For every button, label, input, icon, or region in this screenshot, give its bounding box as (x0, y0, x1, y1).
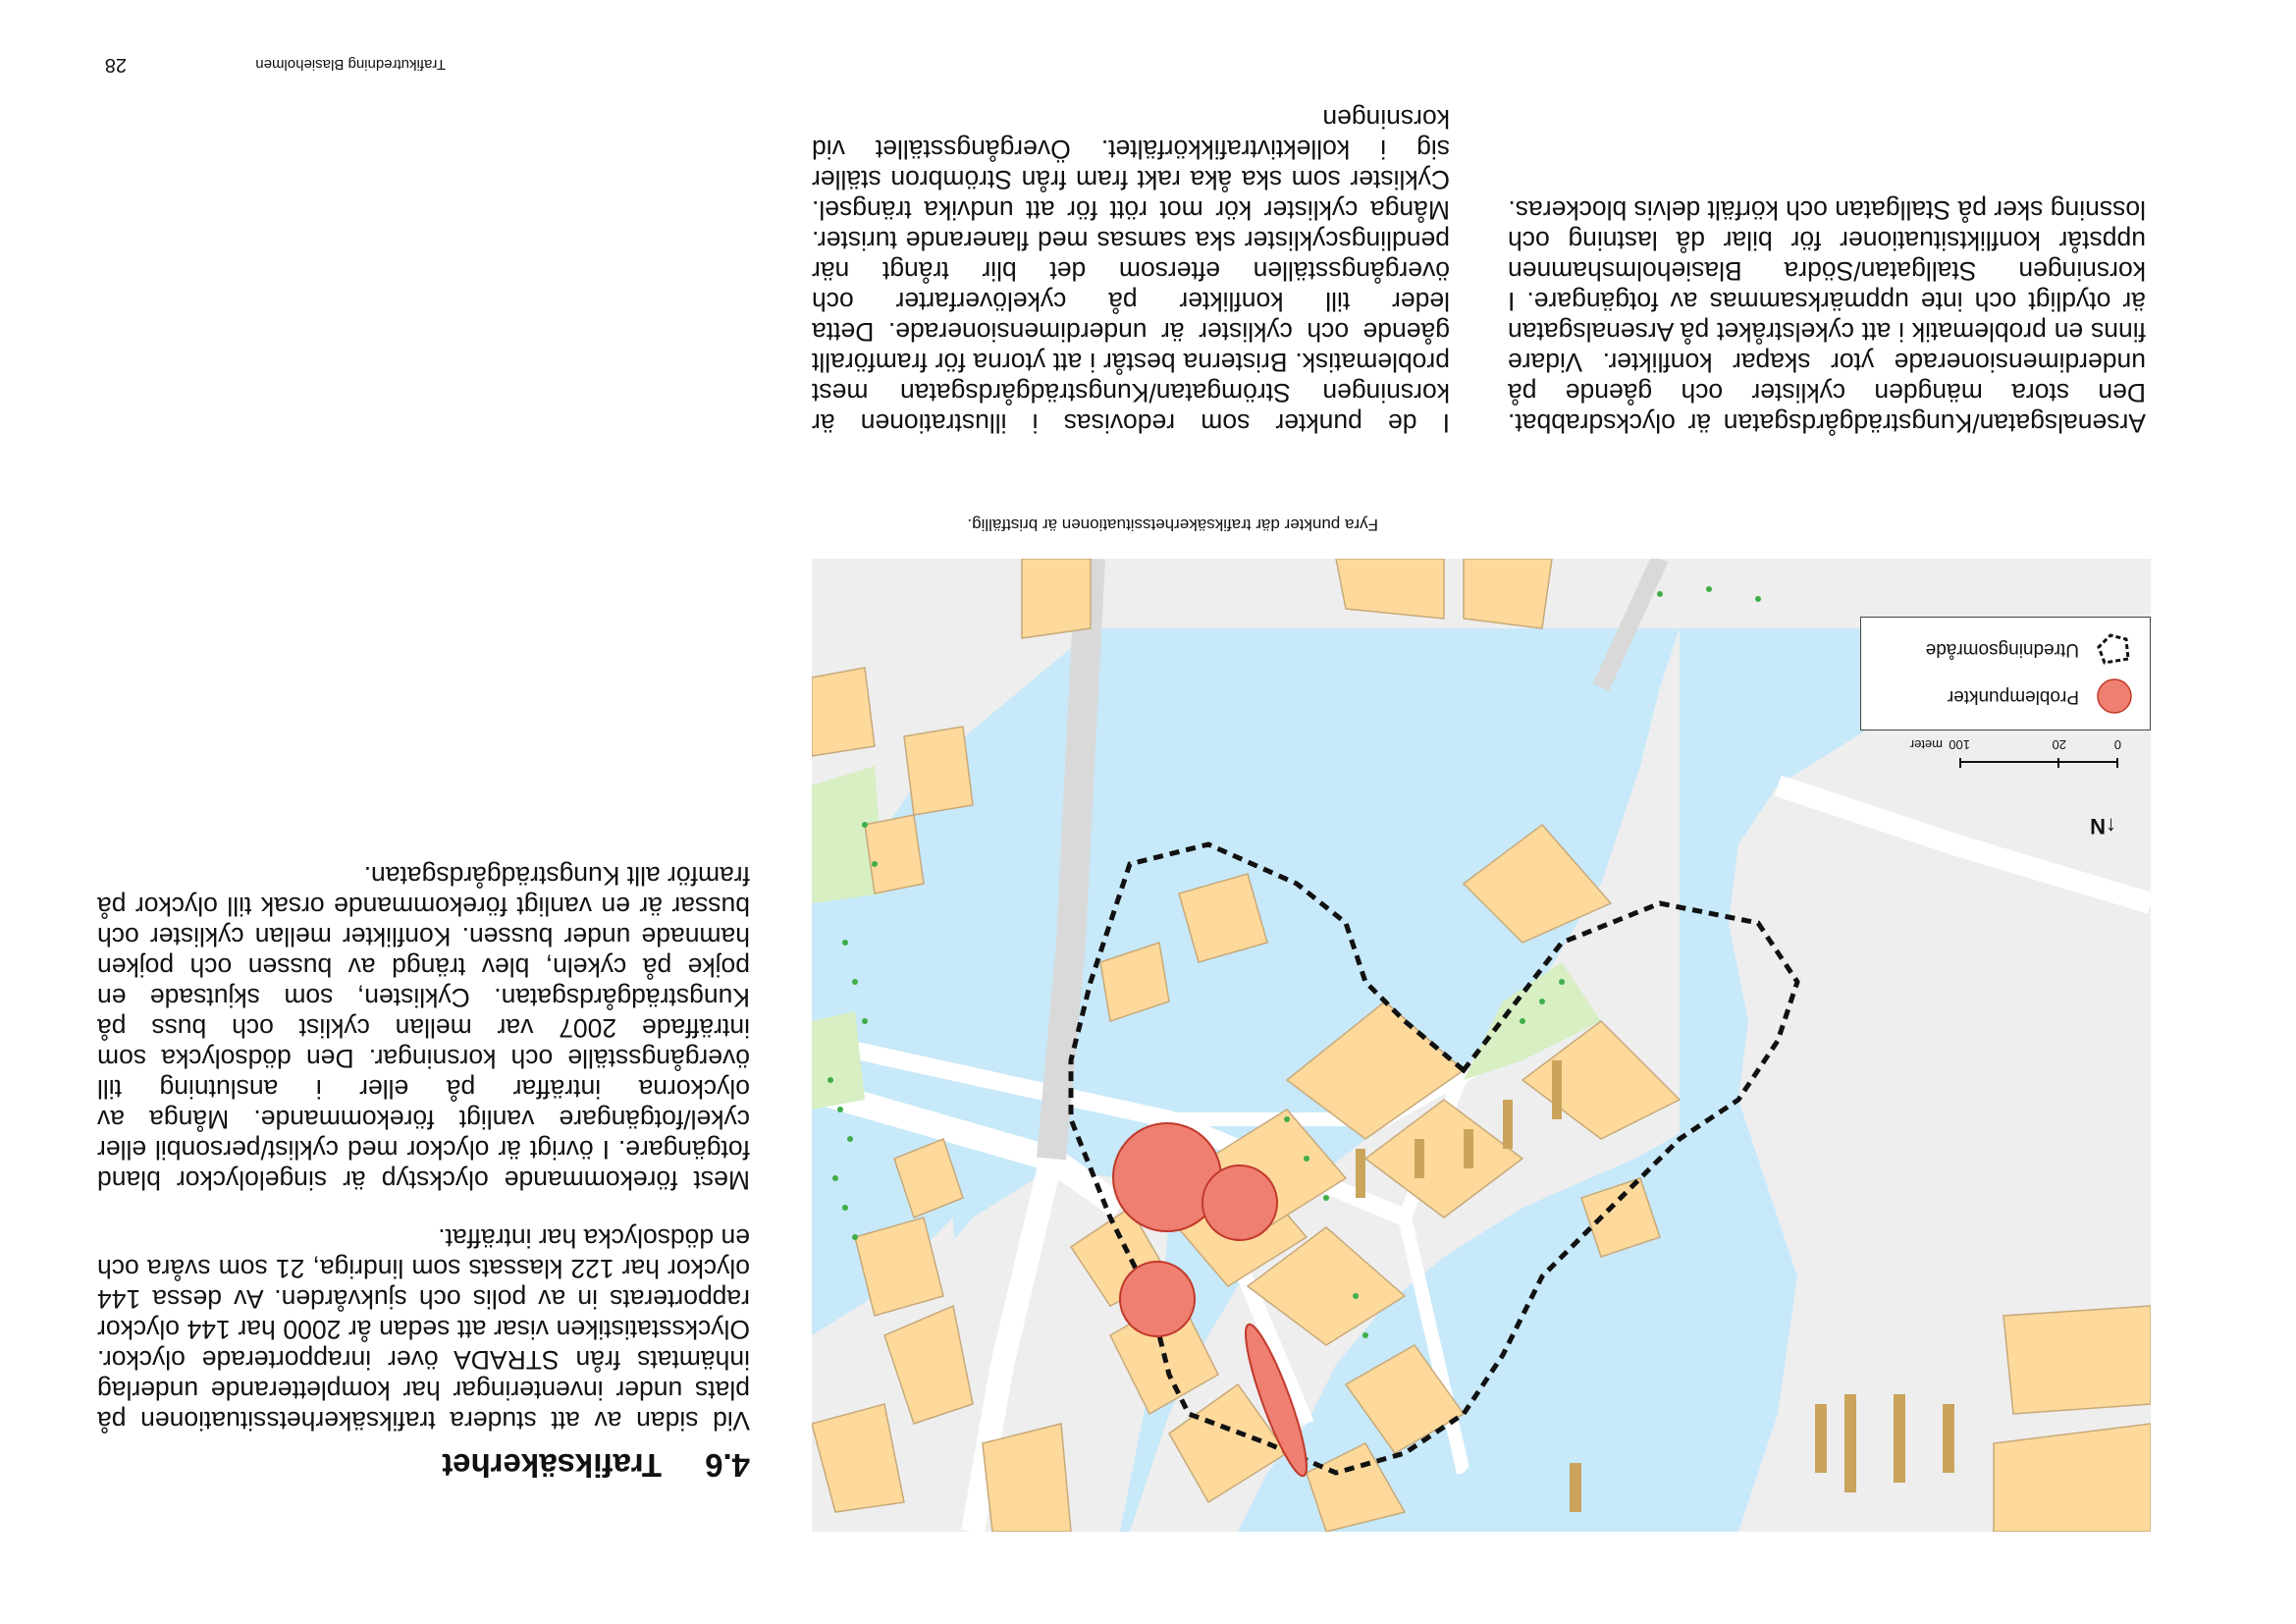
problem-point-symbol (2095, 677, 2134, 716)
problem-point-stromgatan-east (1202, 1165, 1277, 1240)
scale-tick-label: 0 (2113, 737, 2121, 752)
page-number: 28 (104, 54, 127, 76)
legend-item-problem (1948, 677, 2134, 716)
study-area-symbol (2095, 629, 2134, 669)
problem-point-arsenalsgatan (1120, 1262, 1195, 1336)
text-column-left (97, 833, 750, 1435)
running-header: Trafikutredning Blasieholmen (255, 56, 446, 73)
legend-label: Problempunkter (1947, 686, 2079, 707)
scale-unit-label: meter (1909, 737, 1943, 752)
paragraph: Arsenalsgatan/Kungsträdgårdsgatan är olycksdrabbat. Den stora mängden cyklister och gående på underdimensionerade ytor skapar konflikter. Vidare finns en problematik i att cykelstråket på Arsenalsgatan är otydligt och inte uppmärksammas av fotgängare. I korsningen Stallgatan/Södra Blasieholmshamnen uppstår konfliktsituationer för bilar då lastning och lossning sker på Stallgatan och körfält delvis blockeras. (1508, 195, 2146, 438)
section-number: 4.6 (705, 1447, 750, 1484)
text-column-middle (812, 76, 1450, 438)
north-arrow: ↑N (2090, 814, 2116, 839)
section-title: Trafiksäkerhet (442, 1447, 662, 1484)
map-caption: Fyra punkter där trafiksäkerhetssituationen är bristfällig. (967, 515, 1378, 534)
legend-item-area (1926, 629, 2134, 669)
scale-tick-label: 20 (2052, 737, 2066, 752)
text-column-right (1508, 167, 2146, 438)
scale-tick-label: 100 (1949, 737, 1970, 752)
paragraph: Vid sidan av att studera trafiksäkerhetssituationen på plats under inventeringar har kompletterande underlag inhämtats från STRADA över inrapporterade olyckor. Olycksstatistiken visar att sedan år 2000 har 144 olyckor rapporterats in av polis och sjukvården. Av dessa 144 olyckor har 122 klassats som lindriga, 21 som svåra och en dödsolycka har inträffat. (97, 1223, 750, 1435)
scale-bar-line (1872, 752, 2127, 768)
legend-label: Utredningsområde (1925, 639, 2079, 660)
section-heading (82, 1446, 750, 1484)
paragraph: Mest förekommande olyckstyp är singelolyckor bland fotgängare. I övrigt är olyckor med cyklist/personbil eller cykel/fotgängare vanligt förekommande. Många av olyckorna inträffar på eller i anslutning till övergångsställe och korsningar. Den dödsolycka som inträffade 2007 var mellan cyklist och buss på Kungsträdgårdsgatan. Cyklisten, som skjutsade en pojke på cykeln, blev trängd av bussen och pojken hamnade under bussen. Konflikter mellan cyklister och bussar är en vanligt förekommande orsak till olyckor på framför allt Kungsträdgårdsgatan. (97, 861, 750, 1195)
paragraph: I de punkter som redovisas i illustrationen är korsningen Strömgatan/Kungsträdgårdsgatan mest problematisk. Bristerna består i att ytorna för framförallt gående och cyklister är underdimensionerade. Detta leder till konflikter på cykelöverfarter och övergångsställen eftersom det blir trångt när pendlingscyklister ska samsas med flanerande turister. Många cyklister kör mot rött för att undvika trängsel. Cyklister som ska åka rakt fram från Strömbron ställer sig i kollektivtrafikkörfältet. Övergångsstället vid korsningen (812, 104, 1450, 438)
map-legend (1860, 617, 2151, 731)
scale-bar (1872, 732, 2127, 768)
